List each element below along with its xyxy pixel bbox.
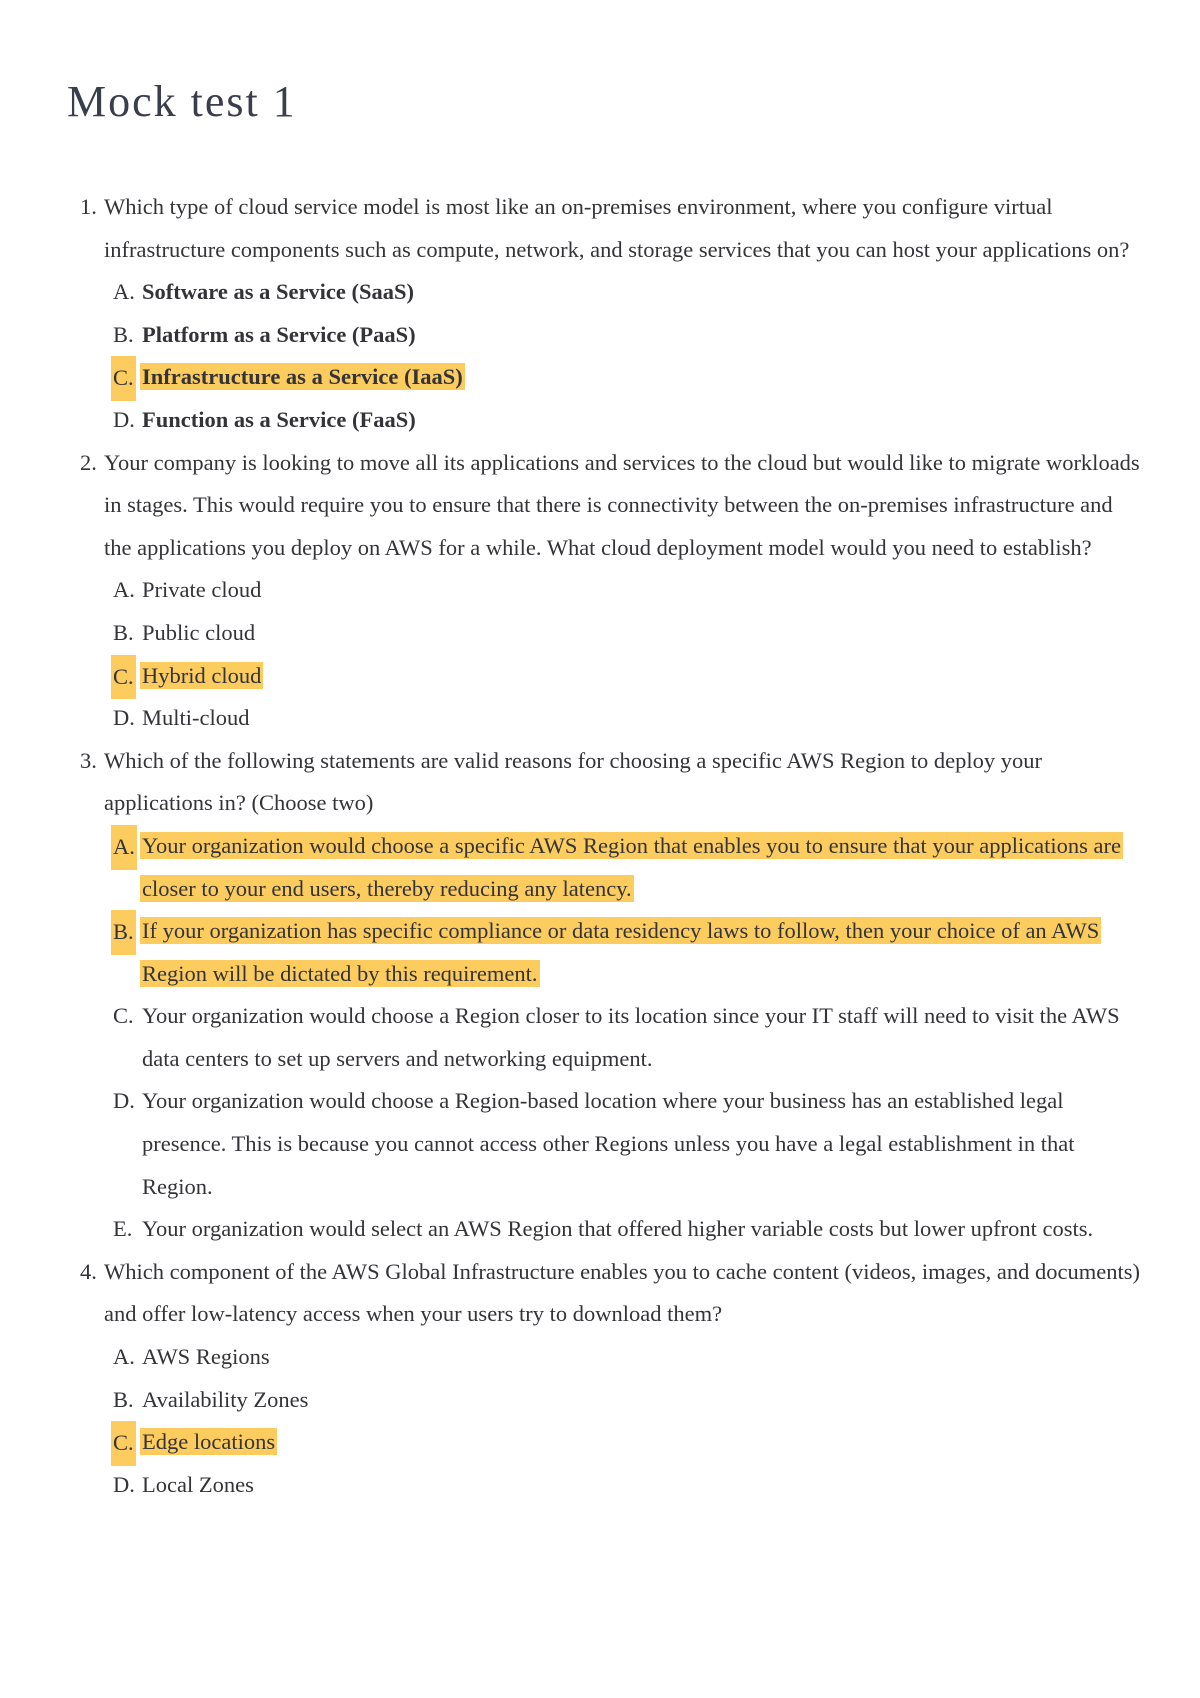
option-text: Availability Zones (142, 1386, 309, 1412)
option-text: Platform as a Service (PaaS) (142, 321, 416, 347)
option-letter: D. (113, 406, 135, 432)
option-d (104, 1464, 1140, 1507)
option-text: Software as a Service (SaaS) (142, 279, 415, 305)
option-c (104, 995, 1140, 1080)
option-text: If your organization has specific compliance or data residency laws to follow, then your choice of an AWS Region will be dictated by this requirement. (142, 918, 1100, 986)
question-4 (0, 1251, 1200, 1507)
option-letter: A. (113, 279, 135, 305)
option-letter: B. (113, 321, 134, 347)
question-text: Which type of cloud service model is most like an on-premises environment, where you configure virtual infrastructure components such as compute, network, and storage services that you can host your applications on? (104, 194, 1130, 262)
option-text: Your organization would choose a specific AWS Region that enables you to ensure that your applications are closer to your end users, thereby reducing any latency. (142, 832, 1122, 901)
question-number: 1. (80, 194, 97, 219)
option-d (104, 399, 1140, 442)
option-a-correct (104, 825, 1140, 910)
question-number: 4. (80, 1258, 97, 1284)
option-letter: D. (113, 705, 135, 731)
option-text: Your organization would choose a Region-based location where your business has an established legal presence. This is because you cannot access other Regions unless you have a legal establishment in that Region. (142, 1088, 1075, 1199)
option-letter: D. (113, 1471, 135, 1497)
option-letter: A. (113, 1344, 135, 1370)
question-3 (0, 740, 1200, 1251)
option-letter: A. (113, 577, 135, 603)
option-letter: B. (113, 1386, 134, 1412)
page-title: Mock test 1 (67, 77, 297, 126)
option-letter: C. (111, 1421, 136, 1466)
option-a (104, 271, 1140, 314)
option-letter: C. (111, 655, 136, 700)
question-number: 3. (80, 747, 97, 773)
option-text: Public cloud (142, 619, 256, 645)
option-letter: B. (113, 619, 134, 645)
option-c-correct (104, 1421, 1140, 1464)
option-text: Your organization would select an AWS Region that offered higher variable costs but lower upfront costs. (142, 1216, 1094, 1242)
option-b (104, 612, 1140, 655)
option-b (104, 1379, 1140, 1422)
option-list (104, 569, 1140, 739)
option-text: Function as a Service (FaaS) (142, 406, 416, 432)
option-d (104, 1080, 1140, 1208)
question-2 (0, 442, 1200, 740)
option-text: AWS Regions (142, 1344, 270, 1370)
option-letter: C. (113, 1003, 134, 1029)
option-text: Infrastructure as a Service (IaaS) (142, 364, 463, 390)
option-b (104, 314, 1140, 357)
option-letter: A. (111, 825, 137, 870)
option-c-correct (104, 655, 1140, 698)
option-b-correct (104, 910, 1140, 995)
option-c-correct (104, 356, 1140, 399)
option-text: Private cloud (142, 577, 262, 603)
question-list (0, 186, 1200, 1506)
question-1 (0, 186, 1200, 442)
question-text: Which component of the AWS Global Infrastructure enables you to cache content (videos, images, and documents) and offer low-latency access when your users try to download them? (104, 1258, 1140, 1327)
option-text: Local Zones (142, 1471, 254, 1497)
question-number: 2. (80, 449, 97, 475)
option-letter: D. (113, 1088, 135, 1114)
option-text: Multi-cloud (142, 705, 250, 731)
option-list (104, 1336, 1140, 1506)
option-list (104, 825, 1140, 1251)
option-text: Hybrid cloud (142, 662, 262, 688)
option-a (104, 569, 1140, 612)
option-d (104, 697, 1140, 740)
question-text: Which of the following statements are valid reasons for choosing a specific AWS Region to deploy your applications in? (Choose two) (104, 747, 1042, 816)
option-letter: B. (111, 910, 136, 955)
option-a (104, 1336, 1140, 1379)
option-text: Your organization would choose a Region closer to its location since your IT staff will need to visit the AWS data centers to set up servers and networking equipment. (142, 1003, 1120, 1071)
option-list (104, 271, 1140, 441)
option-e (104, 1208, 1140, 1251)
question-text: Your company is looking to move all its applications and services to the cloud but would like to migrate workloads in stages. This would require you to ensure that there is connectivity between the on-premises infrastructure and the applications you deploy on AWS for a while. What cloud deployment model would you need to establish? (104, 449, 1140, 560)
option-letter: E. (113, 1216, 133, 1242)
option-text: Edge locations (142, 1429, 276, 1455)
option-letter: C. (111, 356, 136, 401)
